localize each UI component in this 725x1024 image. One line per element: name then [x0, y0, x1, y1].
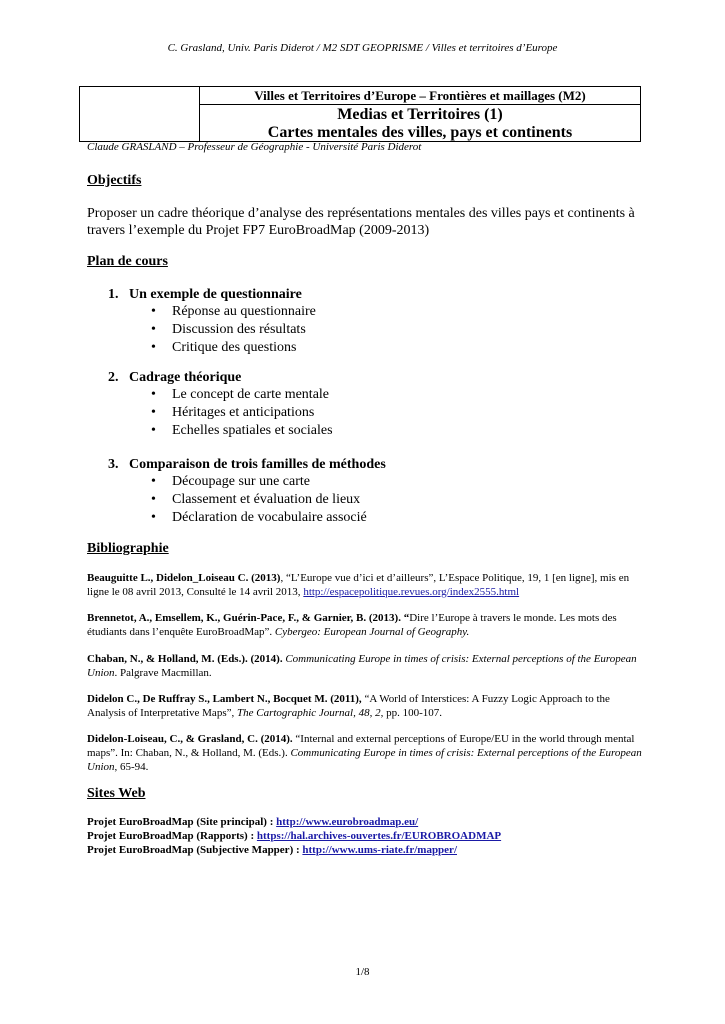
list-item: • Le concept de carte mentale [151, 387, 330, 402]
list-item: • Classement et évaluation de lieux [151, 492, 361, 507]
list-item: • Discussion des résultats [151, 322, 306, 337]
plan-item-title: Cadrage théorique [129, 370, 242, 385]
document-subtitle: Cartes mentales des villes, pays et continents [267, 124, 573, 141]
bibliography-entry: Beauguitte L., Didelon_Loiseau C. (2013), “L’Europe vue d’ici et d’ailleurs”, L’Espace Politique, 19, 1 [en ligne], mis en ligne le 08 avril 2013, Consulté le 14 avril 2013, http://espacepolitique.revues.org/index2555.html [87, 572, 630, 598]
running-header: C. Grasland, Univ. Paris Diderot / M2 SDT GEOPRISME / Villes et territoires d’Europe [167, 42, 558, 54]
bullet-icon: • [151, 304, 156, 319]
bullet-icon: • [151, 405, 156, 420]
plan-bullet-list [151, 473, 386, 527]
title-table-empty-cell [80, 87, 200, 141]
bullet-icon: • [151, 492, 156, 507]
plan-item-number: 3. [108, 457, 119, 472]
site-link[interactable]: https://hal.archives-ouvertes.fr/EUROBROADMAP [256, 830, 502, 842]
list-item: Projet EuroBroadMap (Subjective Mapper) : http://www.ums-riate.fr/mapper/ [87, 844, 457, 856]
author-line: Claude GRASLAND – Professeur de Géographie - Université Paris Diderot [87, 141, 422, 153]
plan-item-3 [108, 456, 386, 527]
plan-item-number: 2. [108, 370, 119, 385]
list-item: Projet EuroBroadMap (Site principal) : http://www.eurobroadmap.eu/ [87, 816, 419, 828]
objectives-text: Proposer un cadre théorique d’analyse des représentations mentales des villes pays et continents à travers l’exemple du Projet FP7 EuroBroadMap (2009-2013) [87, 206, 635, 238]
bibliography-link[interactable]: http://espacepolitique.revues.org/index2555.html [303, 586, 520, 598]
plan-item-1 [108, 286, 316, 357]
list-item: Projet EuroBroadMap (Rapports) : https://hal.archives-ouvertes.fr/EUROBROADMAP [87, 830, 502, 842]
plan-item-number: 1. [108, 287, 119, 302]
plan-item-title: Un exemple de questionnaire [129, 287, 302, 302]
list-item: • Découpage sur une carte [151, 474, 310, 489]
objectives-heading: Objectifs [87, 173, 142, 188]
bullet-icon: • [151, 510, 156, 525]
title-table [79, 86, 641, 142]
bullet-icon: • [151, 474, 156, 489]
plan-item-title: Comparaison de trois familles de méthodes [129, 457, 386, 472]
plan-bullet-list [151, 386, 333, 440]
title-table-content-cell [200, 87, 640, 141]
bullet-icon: • [151, 322, 156, 337]
bullet-icon: • [151, 340, 156, 355]
sites-list [87, 815, 647, 857]
plan-heading: Plan de cours [87, 254, 168, 269]
course-name: Villes et Territoires d’Europe – Frontières et maillages (M2) [200, 87, 640, 105]
plan-bullet-list [151, 303, 316, 357]
site-link[interactable]: http://www.ums-riate.fr/mapper/ [302, 844, 457, 856]
bibliography-entry: Didelon C., De Ruffray S., Lambert N., Bocquet M. (2011), “A World of Interstices: A Fuzzy Logic Approach to the Analysis of Interpretative Maps”, The Cartographic Journal, 48, 2, pp. 100-107. [87, 693, 610, 719]
list-item: • Critique des questions [151, 340, 297, 355]
list-item: • Héritages et anticipations [151, 405, 315, 420]
document-title: Medias et Territoires (1) [337, 106, 503, 123]
list-item: • Déclaration de vocabulaire associé [151, 510, 367, 525]
bibliography-entry: Brennetot, A., Emsellem, K., Guérin-Pace, F., & Garnier, B. (2013). “Dire l’Europe à travers le monde. Les mots des étudiants dans l’enquête EuroBroadMap”. Cybergeo: European Journal of Geography. [87, 612, 617, 638]
bibliography-entry: Didelon-Loiseau, C., & Grasland, C. (2014). “Internal and external perceptions of Europe/EU in the world through mental maps”. In: Chaban, N., & Holland, M. (Eds.). Communicating Europe in times of crisis: External perceptions of the European Union, 65-94. [87, 733, 642, 773]
sites-heading: Sites Web [87, 786, 146, 801]
bibliography-heading: Bibliographie [87, 541, 169, 556]
plan-item-2 [108, 369, 333, 440]
list-item: • Echelles spatiales et sociales [151, 423, 333, 438]
list-item: • Réponse au questionnaire [151, 304, 316, 319]
bullet-icon: • [151, 387, 156, 402]
bullet-icon: • [151, 423, 156, 438]
bibliography-entry: Chaban, N., & Holland, M. (Eds.). (2014). Communicating Europe in times of crisis: External perceptions of the European Union. Palgrave Macmillan. [87, 653, 637, 679]
site-link[interactable]: http://www.eurobroadmap.eu/ [276, 816, 419, 828]
page-number: 1/8 [355, 966, 370, 978]
